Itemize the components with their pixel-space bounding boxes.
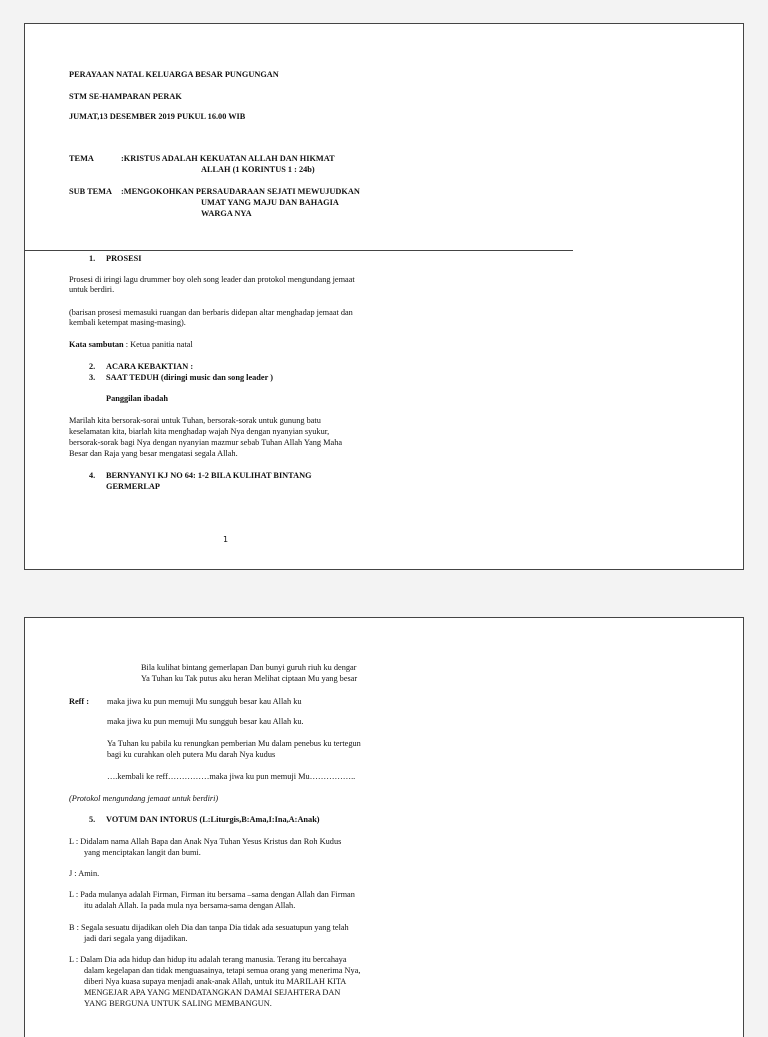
panggilan-paragraph-line: Besar dan Raja yang besar mengatasi segala Allah.: [69, 449, 238, 458]
section-number-4: 4.: [89, 471, 96, 480]
event-title: PERAYAAN NATAL KELUARGA BESAR PUNGUNGAN: [69, 70, 279, 79]
subtema-text-3: WARGA NYA: [201, 209, 252, 218]
page-number: 1: [223, 535, 229, 544]
section-title-acara-kebaktian: ACARA KEBAKTIAN :: [106, 362, 194, 371]
prosesi-note-line: (barisan prosesi memasuki ruangan dan berbaris didepan altar menghadap jemaat dan: [69, 308, 353, 317]
kata-sambutan-label: Kata sambutan: [69, 340, 124, 349]
event-date: JUMAT,13 DESEMBER 2019 PUKUL 16.00 WIB: [69, 112, 246, 121]
section-number-5: 5.: [89, 815, 96, 824]
prosesi-paragraph-line: untuk berdiri.: [69, 285, 115, 294]
protokol-instruction: (Protokol mengundang jemaat untuk berdiri): [69, 794, 219, 803]
panggilan-paragraph-line: Marilah kita bersorak-sorai untuk Tuhan, bersorak-sorak untuk gunung batu: [69, 416, 321, 425]
tema-label: TEMA: [69, 154, 94, 163]
liturgy-line: jadi dari segala yang dijadikan.: [84, 934, 188, 943]
prosesi-paragraph-line: Prosesi di iringi lagu drummer boy oleh song leader dan protokol mengundang jemaat: [69, 275, 355, 284]
liturgy-line: MENGEJAR APA YANG MENDATANGKAN DAMAI SEJAHTERA DAN: [84, 988, 341, 997]
subtema-text-2: UMAT YANG MAJU DAN BAHAGIA: [201, 198, 339, 207]
section-number-1: 1.: [89, 254, 96, 263]
reff-label: Reff :: [69, 697, 90, 706]
liturgy-line: diberi Nya kuasa supaya menjadi anak-anak Allah, untuk itu MARILAH KITA: [84, 977, 347, 986]
prosesi-note-line: kembali ketempat masing-masing).: [69, 318, 186, 327]
liturgy-line: YANG BERGUNA UNTUK SALING MEMBANGUN.: [84, 999, 272, 1008]
reff-return-line: ….kembali ke reff……………maka jiwa ku pun memuji Mu……………..: [107, 772, 356, 781]
reff-line: bagi ku curahkan oleh putera Mu darah Nya kudus: [107, 750, 276, 759]
reff-line: maka jiwa ku pun memuji Mu sungguh besar kau Allah ku.: [107, 717, 304, 726]
section-title-bernyanyi-2: GERMERLAP: [106, 482, 160, 491]
section-number-2: 2.: [89, 362, 96, 371]
tema-reference: ALLAH (1 KORINTUS 1 : 24b): [201, 165, 315, 174]
liturgy-line: L : Pada mulanya adalah Firman, Firman itu bersama –sama dengan Allah dan Firman: [69, 890, 355, 899]
kata-sambutan-text: : Ketua panitia natal: [123, 340, 193, 349]
section-title-prosesi: PROSESI: [106, 254, 142, 263]
reff-line: Ya Tuhan ku pabila ku renungkan pemberian Mu dalam penebus ku tertegun: [107, 739, 361, 748]
section-title-bernyanyi: BERNYANYI KJ NO 64: 1-2 BILA KULIHAT BINTANG: [106, 471, 312, 480]
reff-line: maka jiwa ku pun memuji Mu sungguh besar kau Allah ku: [107, 697, 302, 706]
panggilan-paragraph-line: keselamatan kita, biarlah kita menghadap wajah Nya dengan nyanyian syukur,: [69, 427, 330, 436]
panggilan-ibadah-heading: Panggilan ibadah: [106, 394, 169, 403]
kata-sambutan: [69, 340, 193, 351]
liturgy-line: B : Segala sesuatu dijadikan oleh Dia dan tanpa Dia tidak ada sesuatupun yang telah: [69, 923, 349, 932]
section-title-votum: VOTUM DAN INTORUS (L:Liturgis,B:Ama,I:Ina,A:Anak): [106, 815, 320, 824]
section-title-saat-teduh: SAAT TEDUH (diringi music dan song leader ): [106, 373, 273, 382]
verse-line: Ya Tuhan ku Tak putus aku heran Melihat ciptaan Mu yang besar: [141, 674, 358, 683]
liturgy-line: L : Dalam Dia ada hidup dan hidup itu adalah terang manusia. Terang itu bercahaya: [69, 955, 347, 964]
subtema-text: :MENGOKOHKAN PERSAUDARAAN SEJATI MEWUJUDKAN: [121, 187, 360, 196]
tema-text: :KRISTUS ADALAH KEKUATAN ALLAH DAN HIKMAT: [121, 154, 335, 163]
document-page-1: [24, 23, 744, 570]
section-number-3: 3.: [89, 373, 96, 382]
panggilan-paragraph-line: bersorak-sorak bagi Nya dengan nyanyian mazmur sebab Tuhan Allah Yang Maha: [69, 438, 343, 447]
liturgy-line: yang menciptakan langit dan bumi.: [84, 848, 201, 857]
liturgy-line: itu adalah Allah. Ia pada mula nya bersama-sama dengan Allah.: [84, 901, 296, 910]
event-organizer: STM SE-HAMPARAN PERAK: [69, 92, 182, 101]
liturgy-line: L : Didalam nama Allah Bapa dan Anak Nya Tuhan Yesus Kristus dan Roh Kudus: [69, 837, 342, 846]
liturgy-line: dalam kegelapan dan tidak menguasainya, tetapi semua orang yang menerima Nya,: [84, 966, 361, 975]
verse-line: Bila kulihat bintang gemerlapan Dan bunyi guruh riuh ku dengar: [141, 663, 357, 672]
section-divider: [25, 250, 573, 251]
liturgy-line: J : Amin.: [69, 869, 100, 878]
subtema-label: SUB TEMA: [69, 187, 112, 196]
document-page-2: [24, 617, 744, 1037]
